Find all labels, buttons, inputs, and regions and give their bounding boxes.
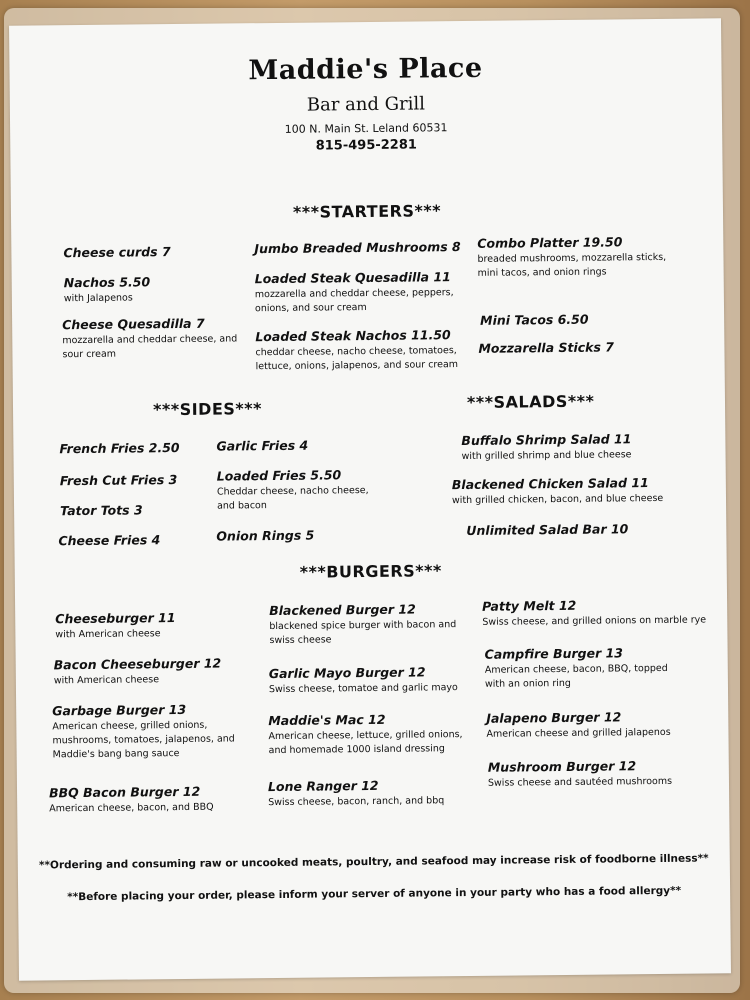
menu-item-name: Nachos 5.50	[63, 274, 151, 291]
menu-item-name: Patty Melt 12	[482, 597, 577, 614]
menu-item	[58, 532, 160, 548]
menu-item-name: Mini Tacos 6.50	[480, 311, 589, 328]
menu-item-name: Lone Ranger 12	[267, 777, 379, 795]
menu-item-description: American cheese and grilled jalapenos	[486, 726, 671, 740]
menu-item-name: Cheese Quesadilla 7	[62, 315, 205, 333]
menu-item-description: with Jalapenos	[63, 292, 133, 305]
menu-item-name: Mozzarella Sticks 7	[478, 339, 614, 356]
menu-item-description: with American cheese	[53, 674, 160, 687]
restaurant-subtitle: Bar and Grill	[306, 93, 426, 116]
menu-item-name: Campfire Burger 13	[484, 645, 624, 662]
menu-item-description: with grilled shrimp and blue cheese	[461, 449, 632, 463]
menu-item-name: Blackened Chicken Salad 11	[451, 475, 649, 493]
menu-item-name: Onion Rings 5	[216, 527, 315, 544]
menu-item-name: Cheeseburger 11	[55, 610, 176, 627]
menu-item	[482, 596, 706, 629]
menu-item	[216, 438, 308, 454]
menu-item	[60, 472, 178, 488]
menu-item-description: American cheese, bacon, and BBQ	[49, 801, 214, 815]
menu-item-description: Swiss cheese, and grilled onions on marble rye	[482, 614, 707, 628]
menu-item-name: Mushroom Burger 12	[487, 758, 637, 775]
menu-item	[62, 315, 252, 362]
menu-item-description: Swiss cheese and sautéed mushrooms	[487, 775, 673, 789]
menu-item-name: Jalapeno Burger 12	[486, 709, 622, 726]
menu-item-description: American cheese, grilled onions, mushrooms, tomatoes, jalapenos, and Maddie's bang bang sauce	[52, 719, 235, 761]
menu-item	[216, 528, 314, 544]
raw-food-warning: **Ordering and consuming raw or uncooked meats, poultry, and seafood may increase risk of foodborne illness**	[38, 852, 709, 872]
menu-item	[49, 784, 214, 817]
menu-item	[269, 664, 458, 697]
menu-item	[488, 758, 672, 791]
menu-item-description: with American cheese	[55, 628, 161, 641]
menu-item-name: Cheese curds 7	[63, 244, 171, 261]
menu-item	[466, 521, 628, 538]
menu-page	[9, 18, 731, 980]
menu-item	[485, 645, 690, 692]
menu-item-name: Garbage Burger 13	[52, 701, 187, 719]
burgers-heading: ***BURGERS***	[299, 561, 442, 582]
menu-item	[461, 431, 631, 464]
menu-item-description: Cheddar cheese, nacho cheese, and bacon	[216, 485, 369, 512]
menu-item-description: with grilled chicken, bacon, and blue cheese	[451, 492, 664, 507]
restaurant-phone: 815-495-2281	[315, 137, 417, 154]
menu-item-name: Unlimited Salad Bar 10	[466, 521, 629, 538]
menu-item	[268, 711, 473, 758]
menu-item	[254, 239, 460, 256]
menu-item-description: mozzarella and cheddar cheese, peppers, onions, and sour cream	[254, 287, 454, 315]
menu-item	[52, 701, 258, 762]
menu-item-description: breaded mushrooms, mozzarella sticks, mini tacos, and onion rings	[477, 251, 667, 279]
menu-item	[255, 269, 470, 316]
menu-item-description: American cheese, lettuce, grilled onions, and homemade 1000 island dressing	[268, 729, 463, 757]
menu-item-name: Blackened Burger 12	[269, 601, 416, 619]
menu-item-name: Loaded Fries 5.50	[216, 467, 342, 484]
starters-heading: ***STARTERS***	[292, 201, 442, 222]
menu-item-name: Maddie's Mac 12	[268, 711, 386, 729]
salads-heading: ***SALADS***	[466, 391, 595, 412]
menu-item-description: mozzarella and cheddar cheese, and sour cream	[62, 333, 238, 361]
restaurant-name: Maddie's Place	[248, 52, 483, 87]
allergy-warning: **Before placing your order, please inform your server of anyone in your party who has a food allergy**	[67, 884, 682, 904]
menu-item	[478, 339, 614, 355]
sides-heading: ***SIDES***	[152, 399, 263, 420]
menu-item-description: American cheese, bacon, BBQ, topped with an onion ring	[484, 662, 668, 690]
menu-item	[59, 440, 179, 456]
menu-item	[269, 601, 469, 648]
menu-item	[486, 709, 671, 742]
menu-item-name: Garlic Fries 4	[216, 437, 309, 454]
menu-item-name: Loaded Steak Quesadilla 11	[254, 269, 451, 287]
menu-item	[54, 656, 222, 689]
menu-item	[268, 777, 444, 810]
menu-item-name: French Fries 2.50	[59, 439, 180, 457]
restaurant-address: 100 N. Main St. Leland 60531	[284, 121, 448, 136]
menu-item-name: Bacon Cheeseburger 12	[53, 655, 222, 673]
menu-item	[217, 467, 377, 514]
menu-item-name: Jumbo Breaded Mushrooms 8	[254, 239, 461, 257]
menu-item	[480, 312, 589, 328]
menu-item-name: Garlic Mayo Burger 12	[268, 664, 426, 682]
menu-item-name: Cheese Fries 4	[58, 532, 161, 549]
menu-item-name: BBQ Bacon Burger 12	[48, 783, 201, 801]
menu-item-description: Swiss cheese, bacon, ranch, and bbq	[268, 795, 445, 809]
menu-item	[255, 327, 470, 374]
menu-item-name: Buffalo Shrimp Salad 11	[461, 431, 632, 449]
menu-item-description: cheddar cheese, nacho cheese, tomatoes, lettuce, onions, jalapenos, and sour cream	[255, 345, 459, 373]
menu-item-name: Combo Platter 19.50	[477, 234, 623, 251]
menu-item	[55, 610, 176, 642]
menu-item-description: Swiss cheese, tomatoe and garlic mayo	[268, 682, 458, 696]
menu-item	[477, 234, 677, 281]
menu-item	[452, 475, 664, 508]
menu-item-name: Tator Tots 3	[60, 502, 143, 519]
menu-item-name: Loaded Steak Nachos 11.50	[255, 327, 451, 345]
menu-item	[63, 244, 170, 260]
menu-item	[64, 274, 151, 306]
menu-item	[60, 502, 143, 518]
menu-item-name: Fresh Cut Fries 3	[59, 472, 178, 489]
menu-item-description: blackened spice burger with bacon and swiss cheese	[269, 619, 457, 647]
